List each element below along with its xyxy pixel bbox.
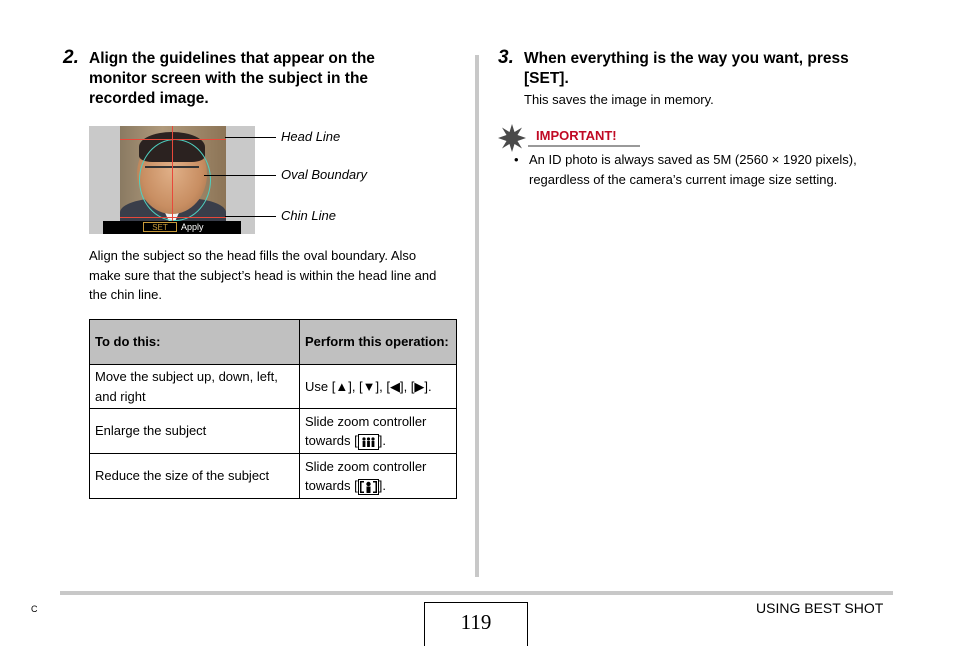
operation-table: [89, 319, 457, 499]
chin-line-label: Chin Line: [281, 208, 336, 223]
oval-boundary-callout: [204, 175, 276, 176]
step-2-title-line: Align the guidelines that appear on the: [89, 50, 375, 67]
operation-text-end: ].: [378, 478, 386, 493]
apply-label: Apply: [181, 222, 204, 232]
chin-line-guide: [120, 217, 226, 218]
important-rule: [528, 145, 640, 147]
telephoto-zoom-icon: [358, 479, 379, 495]
page-number: 119: [424, 602, 528, 646]
center-line-guide: [172, 126, 173, 226]
operation-cell: [300, 454, 457, 499]
bullet-dot: •: [514, 152, 519, 167]
action-cell: Move the subject up, down, left, and right: [90, 365, 300, 409]
step-3-title-line: [SET].: [524, 70, 569, 87]
step-2-title: [89, 49, 469, 109]
operation-text: Slide zoom controller towards [: [305, 458, 427, 493]
head-line-label: Head Line: [281, 129, 341, 144]
corner-mark: C: [31, 604, 38, 614]
oval-boundary-guide: [139, 139, 211, 221]
step-3-note: This saves the image in memory.: [524, 92, 714, 107]
important-label: IMPORTANT!: [536, 128, 617, 143]
table-header-cell: To do this:: [90, 320, 300, 365]
paragraph-line: Align the subject so the head fills the oval boundary. Also: [89, 248, 417, 263]
oval-boundary-label: Oval Boundary: [281, 167, 367, 182]
action-cell: Reduce the size of the subject: [90, 454, 300, 499]
step-2-number: 2.: [63, 47, 79, 68]
bullet-line: regardless of the camera’s current image size setting.: [529, 171, 838, 187]
operation-text-end: ].: [378, 433, 386, 448]
step-3-title-line: When everything is the way you want, press: [524, 50, 849, 67]
operation-text: Slide zoom controller towards [: [305, 413, 427, 448]
table-row: [90, 365, 457, 409]
instruction-paragraph: [89, 246, 469, 305]
operation-cell: Use [▲], [▼], [◀], [▶].: [300, 365, 457, 409]
step-2-title-line: recorded image.: [89, 90, 209, 107]
action-cell: Enlarge the subject: [90, 409, 300, 454]
chin-line-callout: [225, 216, 276, 217]
paragraph-line: the chin line.: [89, 287, 162, 302]
table-row: [90, 409, 457, 454]
step-2-title-line: monitor screen with the subject in the: [89, 70, 369, 87]
operation-cell: [300, 409, 457, 454]
step-3-title: [524, 49, 904, 89]
step-3-number: 3.: [498, 47, 514, 68]
section-title: USING BEST SHOT: [756, 600, 884, 616]
bullet-line: An ID photo is always saved as 5M (2560 × 1920 pixels),: [529, 152, 857, 167]
head-line-callout: [225, 137, 276, 138]
set-apply-bar: [103, 221, 241, 234]
table-header-row: [90, 320, 457, 365]
important-starburst-icon: [498, 124, 526, 157]
table-row: [90, 454, 457, 499]
wide-angle-zoom-icon: [358, 434, 379, 450]
id-photo-preview: [89, 126, 255, 234]
head-line-guide: [120, 139, 226, 140]
column-divider: [475, 55, 479, 577]
paragraph-line: make sure that the subject’s head is within the head line and: [89, 267, 437, 283]
footer-rule: [60, 591, 893, 595]
set-key-label: SET: [143, 222, 177, 232]
table-header-cell: Perform this operation:: [300, 320, 457, 365]
